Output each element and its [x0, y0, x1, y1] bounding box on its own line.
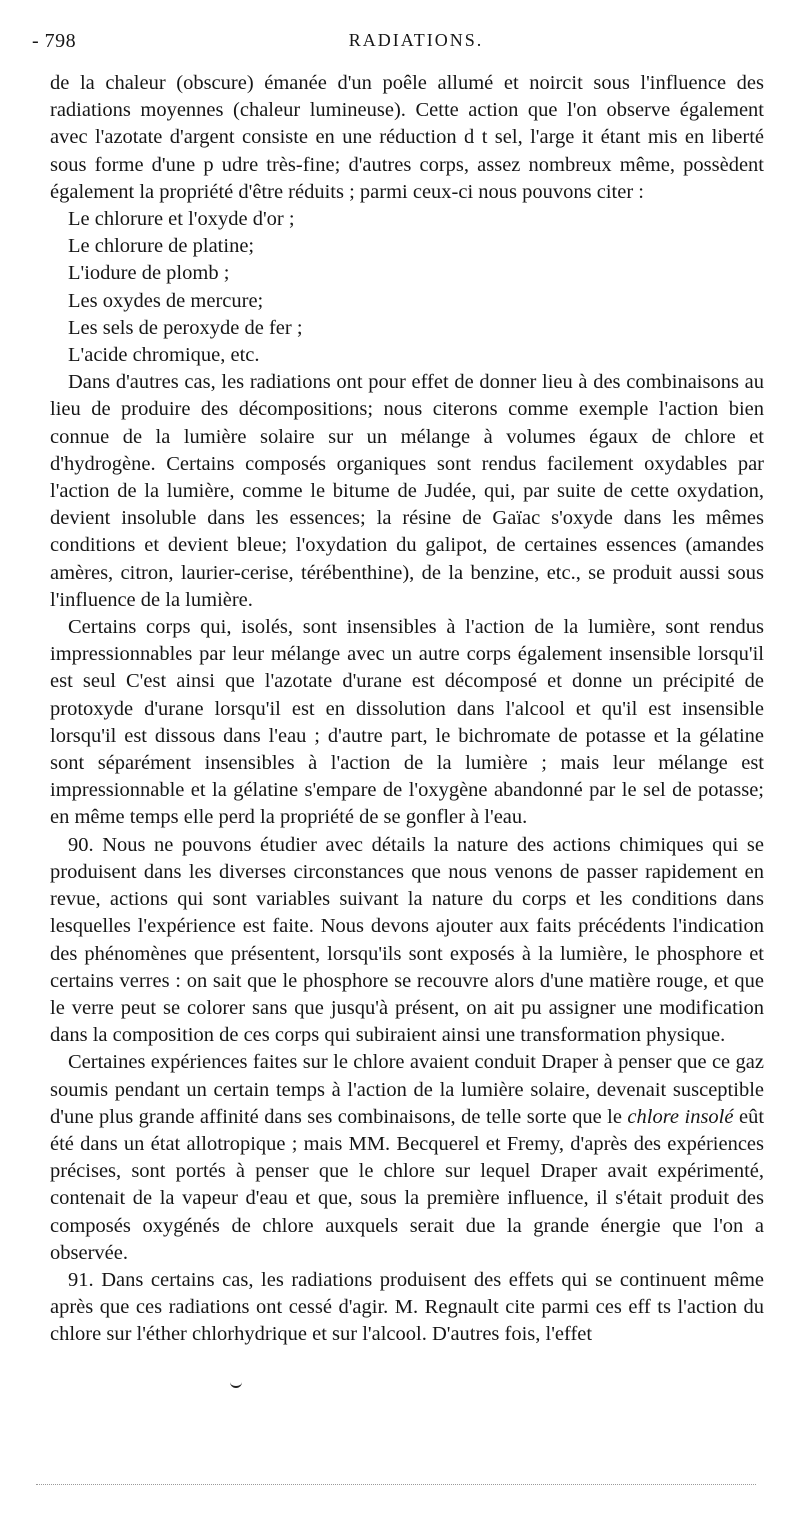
bottom-edge-rule — [36, 1484, 756, 1485]
italic-term: chlore insolé — [627, 1105, 734, 1128]
list-item: Les oxydes de mercure; — [68, 289, 264, 312]
list-item: L'acide chromique, etc. — [68, 344, 260, 367]
body-text — [50, 70, 764, 1349]
draper-text-a: Certaines expériences faites sur le chlore avaient conduit Draper à penser que ce gaz soumis pendant un certain temps à l'action de la lumière solaire, devenait susceptible d'une plus grande affinité dans ses combinaisons, de telle sorte que le — [50, 1051, 764, 1128]
paragraph-draper — [50, 1049, 764, 1267]
running-header — [32, 30, 760, 56]
page-number: - 798 — [32, 30, 77, 52]
list-item: L'iodure de plomb ; — [68, 262, 230, 285]
paragraph-sensitization: Certains corps qui, isolés, sont insensibles à l'action de la lumière, sont rendus impressionnables par leur mélange avec un autre corps également insensible lorsqu'il est seul C'est ainsi que l'azotate d'urane est décomposé et donne un précipité de protoxyde d'urane lorsqu'il est en dissolution dans l'alcool et qu'il est insensible lorsqu'il est dissous dans l'eau ; d'autre part, le bichromate de potasse et la gélatine sont séparément insensibles à l'action de la lumière ; mais leur mélange est impressionnable et la gélatine s'empare de l'oxygène abandonné par le sel de potasse; en même temps elle perd la propriété de se gonfler à l'eau. — [50, 616, 764, 829]
list-item: Le chlorure et l'oxyde d'or ; — [68, 208, 295, 231]
section-91-text: Dans certains cas, les radiations produisent des effets qui se continuent même après que ces radiations ont cessé d'agir. M. Regnault cite parmi ces eff ts l'action du chlore sur l'éther chlorhydrique et sur l'alcool. D'autres fois, l'effet — [50, 1268, 764, 1346]
paragraph-section-91 — [50, 1267, 764, 1349]
paragraph-section-90 — [50, 832, 764, 1050]
section-number: 90. — [68, 833, 94, 856]
page-header-title: RADIATIONS. — [348, 30, 484, 50]
draper-text-b: eût été dans un état allotropique ; mais MM. Becquerel et Fremy, d'après des expériences précises, sont portés à penser que le chlore sur lequel Draper avait expérimenté, contenait de la vapeur d'eau et que, sous la première influence, il s'était produit des composés oxygénés de chlore auxquels serait due la grande énergie que l'on a observée. — [50, 1105, 765, 1264]
print-mark — [230, 1380, 242, 1388]
section-number: 91. — [68, 1268, 94, 1291]
paragraph-combinations: Dans d'autres cas, les radiations ont pour effet de donner lieu à des combinaisons au lieu de produire des décompositions; nous citerons comme exemple l'action bien connue de la lumière solaire sur un mélange à volumes égaux de chlore et d'hydrogène. Certains composés organiques sont rendus facilement oxydables par l'action de la lumière, comme le bitume de Judée, qui, par suite de cette oxydation, devient insoluble dans les essences; la résine de Gaïac s'oxyde dans les mêmes conditions et devient bleue; l'oxydation du galipot, de certaines essences (amandes amères, citron, laurier-cerise, térébenthine), de la benzine, etc., se produit aussi sous l'influence de la lumière. — [50, 371, 764, 611]
compound-list — [50, 206, 764, 369]
section-90-text: Nous ne pouvons étudier avec détails la nature des actions chimiques qui se produisent dans les diverses circonstances que nous venons de passer rapidement en revue, actions qui sont variables suivant la nature du corps et les conditions dans lesquelles l'expérience est faite. Nous devons ajouter aux faits précédents l'indication des phénomènes que présentent, lorsqu'ils sont exposés à la lumière, le phosphore et certains verres : on sait que le phosphore se recouvre alors d'une matière rouge, et que le verre peut se colorer sans que jusqu'à présent, on ait pu assigner une modification dans la composition de ces corps qui subiraient ainsi une transformation physique. — [50, 833, 765, 1047]
list-item: Le chlorure de platine; — [68, 235, 255, 258]
paragraph-continuation: de la chaleur (obscure) émanée d'un poêle allumé et noircit sous l'influence des radiations moyennes (chaleur lumineuse). Cette action que l'on observe également avec l'azotate d'argent consiste en une réduction d t sel, l'arge it étant mis en liberté sous forme d'une p udre très-fine; d'autres corps, assez nombreux même, possèdent également la propriété d'être réduits ; parmi ceux-ci nous pouvons citer : — [50, 72, 764, 203]
list-item: Les sels de peroxyde de fer ; — [68, 316, 303, 339]
